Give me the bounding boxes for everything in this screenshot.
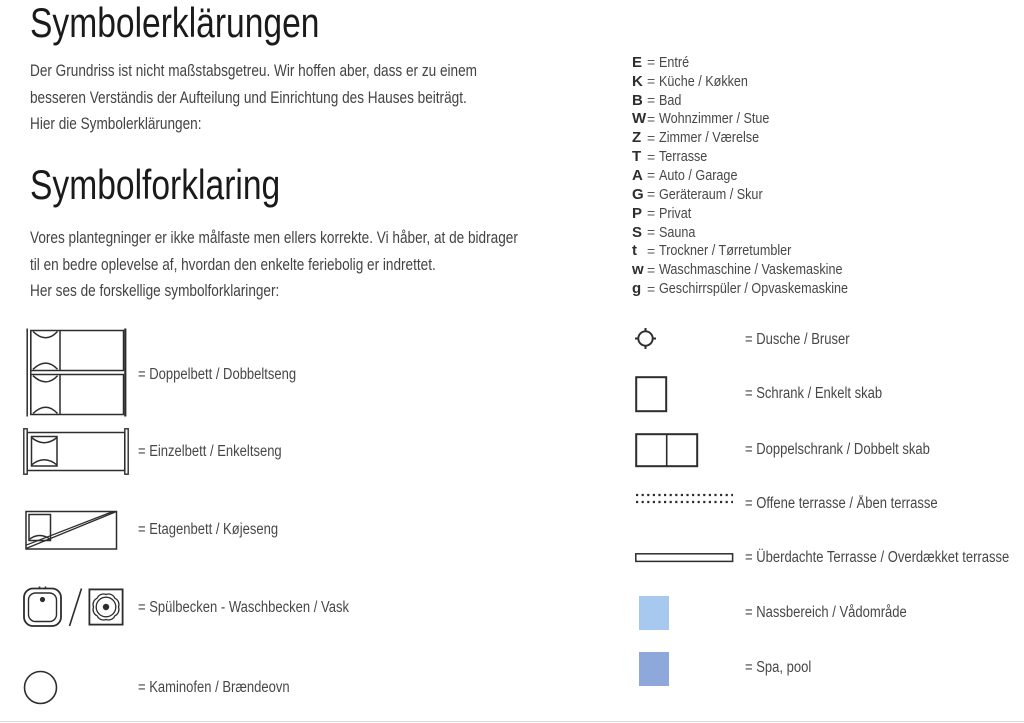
letter-legend-row xyxy=(632,128,884,147)
letter-label: Geschirrspüler / Opvaskemaskine xyxy=(659,280,849,298)
wet-area-swatch xyxy=(639,596,669,630)
equals-sign: = xyxy=(647,73,656,90)
letter-key: W xyxy=(632,110,647,128)
intro-danish-line: til en bedre oplevelse af, hvordan den enkelte feriebolig er indrettet. xyxy=(30,254,436,274)
letter-legend-row xyxy=(632,185,884,204)
letter-key: g xyxy=(632,280,642,298)
letter-label: Wohnzimmer / Stue xyxy=(659,110,770,128)
letter-key: Z xyxy=(632,129,642,147)
bunk-bed-icon xyxy=(25,510,118,551)
symbol-label-sink: = Spülbecken - Waschbecken / Vask xyxy=(138,599,349,616)
letter-label: Geräteraum / Skur xyxy=(659,185,763,203)
letter-key: B xyxy=(632,91,643,109)
page-title-german-text: Symbolerklärungen xyxy=(30,0,320,46)
letter-legend-row xyxy=(632,110,884,129)
symbol-label-double-bed: = Doppelbett / Dobbeltseng xyxy=(138,366,297,383)
letter-legend-row xyxy=(632,241,884,260)
letter-label: Trockner / Tørretumbler xyxy=(659,242,792,260)
page-title-danish-text: Symbolforklaring xyxy=(30,161,281,208)
double-bed-icon xyxy=(26,328,127,417)
symbol-label-wood-stove: = Kaminofen / Brændeovn xyxy=(138,679,290,696)
equals-sign: = xyxy=(647,129,656,146)
sink-washbasin-icon xyxy=(23,586,125,628)
letter-key: w xyxy=(632,261,644,279)
letter-legend-row xyxy=(632,53,884,72)
letter-key: A xyxy=(632,166,643,184)
letter-key: P xyxy=(632,204,643,222)
letter-label: Waschmaschine / Vaskemaskine xyxy=(659,261,843,279)
letter-legend-row xyxy=(632,260,884,279)
letter-legend xyxy=(632,53,884,298)
letter-label: Sauna xyxy=(659,223,696,241)
intro-german-line: Hier die Symbolerklärungen: xyxy=(30,114,202,133)
equals-sign: = xyxy=(647,280,656,297)
letter-legend-row xyxy=(632,204,884,223)
letter-legend-row xyxy=(632,166,884,185)
symbol-label-open-terrace: = Offene terrasse / Åben terrasse xyxy=(745,495,938,512)
letter-label: Küche / Køkken xyxy=(659,72,748,90)
intro-german xyxy=(30,58,582,138)
equals-sign: = xyxy=(647,224,656,241)
letter-legend-row xyxy=(632,147,884,166)
letter-key: E xyxy=(632,53,643,71)
symbol-label-double-closet: = Doppelschrank / Dobbelt skab xyxy=(745,441,930,458)
wood-stove-icon xyxy=(23,670,58,705)
symbol-label-spa-pool: = Spa, pool xyxy=(745,659,812,676)
equals-sign: = xyxy=(647,242,656,259)
page-bottom-edge xyxy=(0,721,1024,722)
equals-sign: = xyxy=(647,167,656,184)
single-closet-icon xyxy=(635,376,668,413)
letter-label: Bad xyxy=(659,91,682,109)
intro-german-line: Der Grundriss ist nicht maßstabsgetreu. Wir hoffen aber, dass er zu einem xyxy=(30,61,477,80)
letter-key: S xyxy=(632,223,643,241)
letter-label: Auto / Garage xyxy=(659,166,738,184)
letter-label: Privat xyxy=(659,204,692,222)
spa-pool-swatch xyxy=(639,652,669,686)
equals-sign: = xyxy=(647,205,656,222)
letter-legend-row xyxy=(632,223,884,242)
covered-terrace-icon xyxy=(635,553,734,563)
symbol-label-bunk-bed: = Etagenbett / Køjeseng xyxy=(138,521,279,538)
single-bed-icon xyxy=(23,428,129,475)
equals-sign: = xyxy=(647,186,656,203)
equals-sign: = xyxy=(647,92,656,109)
symbol-label-single-bed: = Einzelbett / Enkeltseng xyxy=(138,443,282,460)
letter-key: G xyxy=(632,185,644,203)
intro-german-line: besseren Verständis der Aufteilung und Einrichtung des Hauses beiträgt. xyxy=(30,87,467,107)
symbol-label-covered-terrace: = Überdachte Terrasse / Overdækket terrasse xyxy=(745,549,1010,566)
letter-label: Entré xyxy=(659,53,690,71)
slash-separator xyxy=(70,589,82,627)
letter-key: t xyxy=(632,242,637,260)
letter-key: K xyxy=(632,72,643,90)
equals-sign: = xyxy=(647,148,656,165)
open-terrace-icon xyxy=(635,493,734,505)
equals-sign: = xyxy=(647,261,656,278)
equals-sign: = xyxy=(647,54,656,71)
double-closet-icon xyxy=(635,433,699,468)
letter-key: T xyxy=(632,148,642,166)
letter-legend-row xyxy=(632,91,884,110)
intro-danish-line: Vores plantegninger er ikke målfaste men ellers korrekte. Vi håber, at de bidrager xyxy=(30,228,518,247)
page-title-danish xyxy=(30,162,343,208)
symbol-label-shower: = Dusche / Bruser xyxy=(745,331,850,348)
equals-sign: = xyxy=(647,110,656,127)
letter-legend-row xyxy=(632,72,884,91)
intro-danish-line: Her ses de forskellige symbolforklaringer: xyxy=(30,281,280,300)
letter-label: Terrasse xyxy=(659,148,708,166)
shower-icon xyxy=(634,327,657,350)
page-title-german xyxy=(30,0,392,46)
symbol-label-wet-area: = Nassbereich / Vådområde xyxy=(745,604,907,621)
letter-label: Zimmer / Værelse xyxy=(659,129,760,147)
symbol-label-single-closet: = Schrank / Enkelt skab xyxy=(745,385,883,402)
letter-legend-row xyxy=(632,279,884,298)
intro-danish xyxy=(30,225,632,305)
